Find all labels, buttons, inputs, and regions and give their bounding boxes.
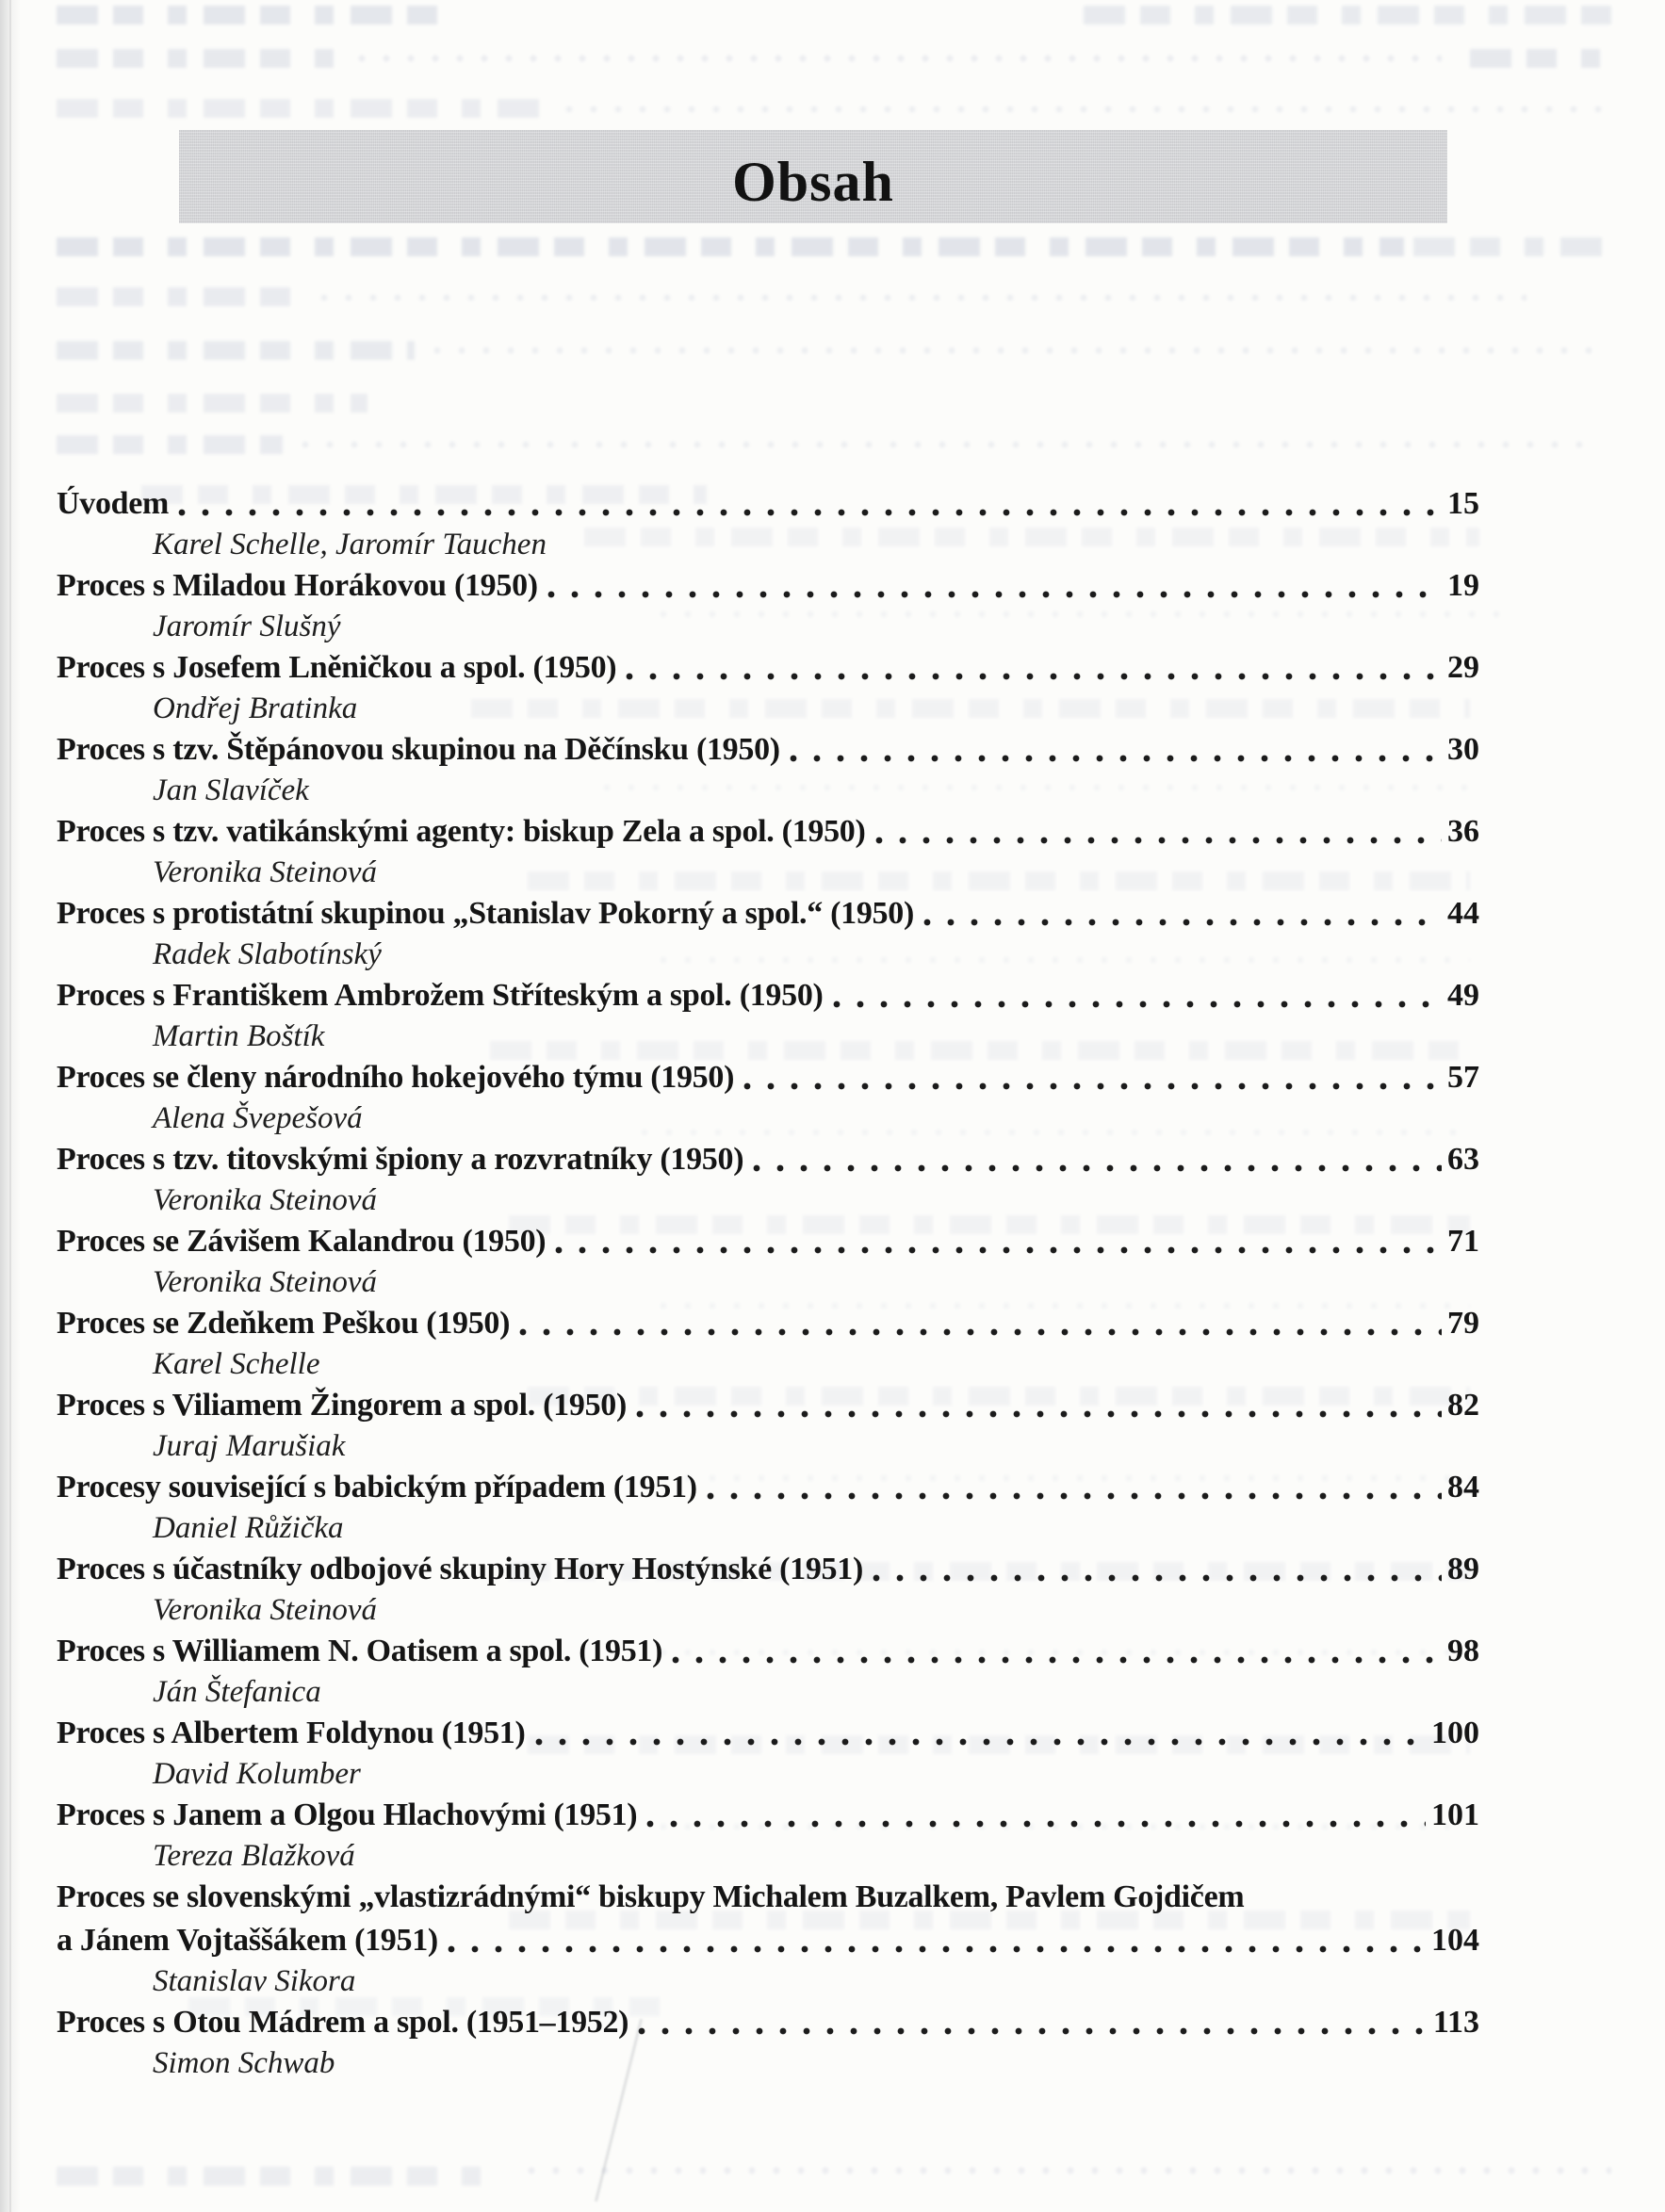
- dot-leader: [638, 2027, 1428, 2035]
- toc-entry: [57, 1384, 1479, 1466]
- page-number: 30: [1447, 732, 1479, 767]
- page-number: 100: [1431, 1716, 1479, 1750]
- entry-author-name: Simon Schwab: [153, 2046, 335, 2080]
- entry-title: Proces se Zdeňkem Peškou (1950): [57, 1306, 511, 1341]
- entry-author: [57, 1673, 1479, 1712]
- page-number: 49: [1447, 978, 1479, 1013]
- bleed-through-line: [57, 435, 283, 454]
- bleed-through-line: [528, 2167, 1611, 2175]
- entry-author-name: Karel Schelle: [153, 1347, 320, 1381]
- bleed-through-line: [57, 287, 302, 306]
- bleed-through-line: [57, 49, 339, 68]
- toc-entry-title-row: [57, 2001, 1479, 2044]
- toc-entry-title-row: [57, 1138, 1479, 1181]
- toc-entry: [57, 1630, 1479, 1712]
- entry-title: Proces s Albertem Foldynou (1951): [57, 1716, 526, 1750]
- entry-title: Proces se slovenskými „vlastizrádnými“ biskupy Michalem Buzalkem, Pavlem Gojdičem: [57, 1879, 1245, 1914]
- toc-entry-title-row: [57, 974, 1479, 1017]
- entry-author: [57, 1263, 1479, 1302]
- entry-author: [57, 1181, 1479, 1220]
- page-number: 89: [1447, 1552, 1479, 1586]
- page-number: 19: [1447, 568, 1479, 603]
- toc-entry: [57, 1466, 1479, 1548]
- bleed-through-line: [302, 441, 1583, 449]
- bleed-through-line: [57, 237, 1404, 256]
- entry-title: Procesy související s babickým případem (1951): [57, 1470, 697, 1504]
- bleed-through-line: [433, 347, 1592, 355]
- entry-author: [57, 2044, 1479, 2083]
- toc-entry-title-row: [57, 1056, 1479, 1099]
- dot-leader: [707, 1492, 1442, 1500]
- entry-author: [57, 1591, 1479, 1630]
- toc-entry: [57, 1876, 1479, 2001]
- toc-entry: [57, 1548, 1479, 1630]
- entry-author-name: Karel Schelle, Jaromír Tauchen: [153, 528, 547, 561]
- dot-leader: [790, 755, 1442, 762]
- entry-author: [57, 1427, 1479, 1466]
- entry-author-name: Tereza Blažková: [153, 1839, 355, 1873]
- dot-leader: [833, 1000, 1442, 1008]
- page-number: 82: [1447, 1388, 1479, 1423]
- entry-author: [57, 1509, 1479, 1548]
- bleed-through-line: [1470, 49, 1611, 68]
- page-title: Obsah: [732, 151, 894, 213]
- bleed-through-line: [57, 2167, 490, 2186]
- bleed-through-line: [57, 394, 367, 413]
- page-number: 113: [1432, 2005, 1479, 2040]
- page-number: 84: [1447, 1470, 1479, 1504]
- entry-title: Proces s tzv. titovskými špiony a rozvratníky (1950): [57, 1142, 744, 1177]
- entry-title: Proces s tzv. Štěpánovou skupinou na Děčínsku (1950): [57, 732, 780, 767]
- dot-leader: [875, 837, 1442, 844]
- toc-entry-title-row: [57, 1466, 1479, 1509]
- entry-author-name: Jan Slavíček: [153, 773, 309, 807]
- entry-author-name: Ján Štefanica: [153, 1675, 321, 1709]
- toc-entry-title-row: [57, 1794, 1479, 1837]
- entry-title: Proces s Františkem Ambrožem Stříteským a spol. (1950): [57, 978, 824, 1013]
- dot-leader: [923, 919, 1442, 926]
- dot-leader: [535, 1738, 1426, 1746]
- entry-title: Proces s Viliamem Žingorem a spol. (1950): [57, 1388, 627, 1423]
- dot-leader: [646, 1820, 1426, 1828]
- toc-entry-title-row: [57, 810, 1479, 854]
- dot-leader: [672, 1656, 1442, 1664]
- toc-entry: [57, 810, 1479, 892]
- toc-entry-title-row: [57, 646, 1479, 690]
- entry-title: Proces s Otou Mádrem a spol. (1951–1952): [57, 2005, 629, 2040]
- entry-author-name: Alena Švepešová: [153, 1101, 363, 1135]
- entry-author: [57, 1962, 1479, 2001]
- page-number: 15: [1447, 486, 1479, 521]
- toc-entry-title-row-2: [57, 1919, 1479, 1962]
- entry-title: Proces s Janem a Olgou Hlachovými (1951): [57, 1797, 638, 1832]
- bleed-through-line: [320, 294, 1526, 302]
- page-number: 63: [1447, 1142, 1479, 1177]
- toc-entry: [57, 1138, 1479, 1220]
- bleed-through-line: [57, 341, 415, 360]
- toc-entry: [57, 1712, 1479, 1794]
- page-number: 36: [1447, 814, 1479, 849]
- toc-entry-title-row: [57, 482, 1479, 526]
- toc-entry: [57, 1056, 1479, 1138]
- entry-author-name: Jaromír Slušný: [153, 610, 341, 643]
- entry-title: Proces s Josefem Lněničkou a spol. (1950): [57, 650, 617, 685]
- entry-author: [57, 854, 1479, 892]
- page-number: 79: [1447, 1306, 1479, 1341]
- toc-entry-title-row: [57, 1712, 1479, 1755]
- toc-entry: [57, 646, 1479, 728]
- toc-entry-title-row: [57, 564, 1479, 608]
- entry-author-name: Juraj Marušiak: [153, 1429, 346, 1463]
- entry-author: [57, 1345, 1479, 1384]
- entry-author: [57, 1755, 1479, 1794]
- toc-entry-title-row: [57, 1876, 1479, 1919]
- bleed-through-line: [57, 6, 452, 24]
- toc-entry-title-row: [57, 1630, 1479, 1673]
- dot-leader: [178, 509, 1442, 516]
- entry-author-name: Radek Slabotínský: [153, 937, 382, 971]
- page-number: 98: [1447, 1634, 1479, 1668]
- entry-author-name: Martin Boštík: [153, 1019, 325, 1053]
- bleed-through-line: [1084, 6, 1611, 24]
- page-edge-line: [9, 0, 11, 2212]
- toc-entry-title-row: [57, 728, 1479, 772]
- page-number: 57: [1447, 1060, 1479, 1095]
- entry-author: [57, 690, 1479, 728]
- toc-list: [57, 482, 1479, 2083]
- page-number: 71: [1447, 1224, 1479, 1259]
- entry-author-name: Veronika Steinová: [153, 1183, 377, 1217]
- toc-entry-title-row: [57, 1220, 1479, 1263]
- entry-title: Proces se členy národního hokejového týmu (1950): [57, 1060, 735, 1095]
- contents-header-band: [179, 130, 1447, 223]
- entry-author-name: Veronika Steinová: [153, 855, 377, 889]
- entry-author-name: Ondřej Bratinka: [153, 691, 358, 725]
- toc-entry: [57, 974, 1479, 1056]
- dot-leader: [626, 673, 1442, 680]
- entry-title-continued: a Jánem Vojtaššákem (1951): [57, 1923, 438, 1958]
- entry-author: [57, 608, 1479, 646]
- toc-entry: [57, 564, 1479, 646]
- entry-title: Proces s Williamem N. Oatisem a spol. (1951): [57, 1634, 663, 1668]
- entry-author-name: Veronika Steinová: [153, 1593, 377, 1627]
- dot-leader: [753, 1164, 1442, 1172]
- dot-leader: [555, 1246, 1442, 1254]
- dot-leader: [448, 1945, 1426, 1953]
- toc-entry-title-row: [57, 1302, 1479, 1345]
- entry-title: Proces s Miladou Horákovou (1950): [57, 568, 538, 603]
- page-number: 101: [1431, 1797, 1479, 1832]
- entry-author-name: David Kolumber: [153, 1757, 361, 1791]
- toc-entry: [57, 2001, 1479, 2083]
- toc-entry: [57, 1302, 1479, 1384]
- dot-leader: [743, 1082, 1442, 1090]
- entry-author: [57, 772, 1479, 810]
- entry-title: Proces s protistátní skupinou „Stanislav Pokorný a spol.“ (1950): [57, 896, 914, 931]
- entry-author-name: Stanislav Sikora: [153, 1964, 356, 1998]
- toc-entry: [57, 1220, 1479, 1302]
- entry-title: Proces s účastníky odbojové skupiny Hory Hostýnské (1951): [57, 1552, 863, 1586]
- dot-leader: [873, 1574, 1442, 1582]
- toc-entry: [57, 728, 1479, 810]
- toc-entry: [57, 482, 1479, 564]
- toc-entry: [57, 1794, 1479, 1876]
- entry-author: [57, 1837, 1479, 1876]
- bleed-through-line: [358, 55, 1442, 63]
- bleed-through-line: [565, 106, 1602, 114]
- bleed-through-line: [1413, 237, 1611, 256]
- entry-title: Proces se Závišem Kalandrou (1950): [57, 1224, 547, 1259]
- page-number: 104: [1431, 1923, 1479, 1958]
- dot-leader: [636, 1410, 1442, 1418]
- entry-author-name: Veronika Steinová: [153, 1265, 377, 1299]
- toc-entry-title-row: [57, 892, 1479, 935]
- toc-entry-title-row: [57, 1384, 1479, 1427]
- entry-author: [57, 1099, 1479, 1138]
- toc-entry: [57, 892, 1479, 974]
- page-number: 44: [1447, 896, 1479, 931]
- toc-entry-title-row: [57, 1548, 1479, 1591]
- entry-title: Proces s tzv. vatikánskými agenty: biskup Zela a spol. (1950): [57, 814, 866, 849]
- entry-author-name: Daniel Růžička: [153, 1511, 344, 1545]
- entry-author: [57, 1017, 1479, 1056]
- entry-author: [57, 935, 1479, 974]
- bleed-through-line: [57, 99, 547, 118]
- entry-author: [57, 526, 1479, 564]
- dot-leader: [519, 1328, 1442, 1336]
- entry-title: Úvodem: [57, 486, 170, 521]
- dot-leader: [547, 591, 1442, 598]
- page-number: 29: [1447, 650, 1479, 685]
